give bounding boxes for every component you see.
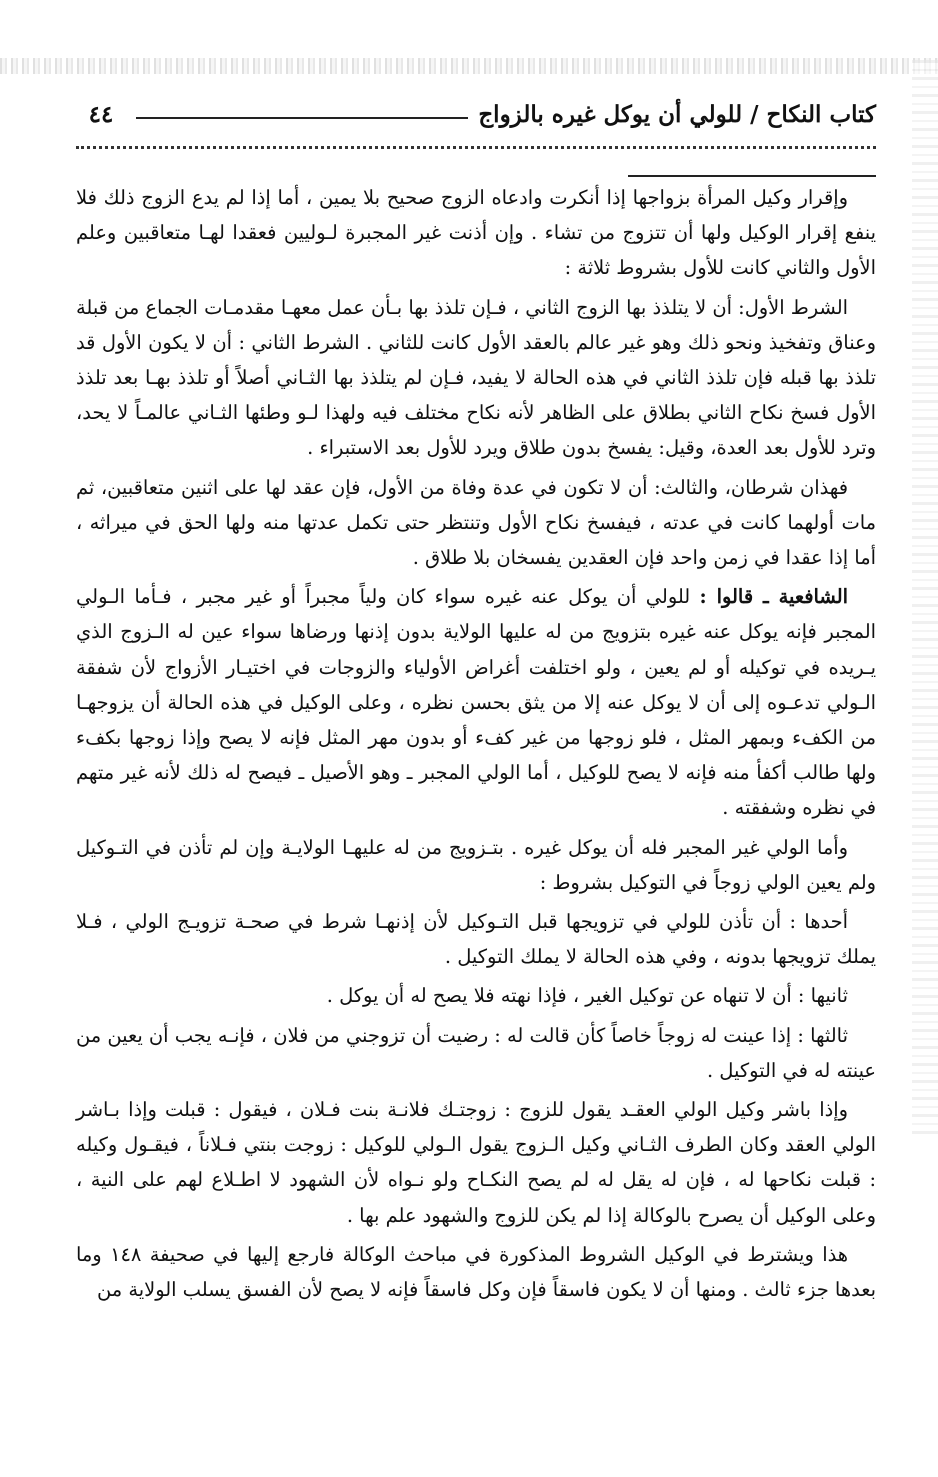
paragraph-2: الشرط الأول: أن لا يتلذذ بها الزوج الثاني ، فـإن تلذذ بها بـأن عمل معهـا مقدمـات الجماع من قبلة وعناق وتفخيذ ونحو ذلك وهو غير عالم بالعقد الأول كانت للثاني . الشرط الثاني : أن لا يكون الأول قد تلذذ بها قبله فإن تلذذ الثاني في هذه الحالة لا يفيد، فـإن لم يتلذذ بها الثـاني أصلاً أو تلذذ بهـا بعد تلذذ الأول فسخ نكاح الثاني بطلاق على الظاهر لأنه نكاح مختلف فيه ولهذا لـو وطئها الثـاني عالمـاً لا يحد، وترد للأول بعد العدة، وقيل: يفسخ بدون طلاق ويرد للأول بعد الاستبراء . [76, 295, 876, 460]
paragraph-7: ثانيها : أن لا تنهاه عن توكيل الغير ، فإذا نهته فلا يصح له أن يوكل . [326, 984, 848, 1008]
paragraph-3: فهذان شرطان، والثالث: أن لا تكون في عدة وفاة من الأول، فإن عقد لها على اثنين متعاقبين، ثم مات أولهما كانت في عدته ، فيفسخ نكاح الأول وتنتظر حتى تكمل عدتها منه ولها الحق في ميراثه ، أما إذا عقدا في زمن واحد فإن العقدين يفسخان بلا طلاق . [76, 475, 876, 570]
paragraph-4 [76, 579, 876, 825]
page-number: ٤٤ [88, 100, 114, 128]
shafiiyya-label: الشافعية ـ قالوا : [699, 585, 848, 609]
paragraph-8: ثالثها : إذا عينت له زوجاً خاصاً كأن قالت له : رضيت أن تزوجني من فلان ، فإنـه يجب أن يعين من عينته له في التوكيل . [76, 1023, 876, 1082]
running-title: كتاب النكاح / للولي أن يوكل غيره بالزواج [478, 100, 876, 128]
scan-noise-edge [912, 60, 938, 1140]
page-header [76, 94, 876, 134]
scan-noise-top [0, 58, 938, 74]
paragraph-10: هذا ويشترط في الوكيل الشروط المذكورة في مباحث الوكالة فارجع إليها في صحيفة ١٤٨ وما بعدها جزء ثالث . ومنها أن لا يكون فاسقاً فإن وكل فاسقاً فإنه لا يصح لأن الفسق يسلب الولاية من [76, 1242, 876, 1302]
body-text [76, 180, 876, 1311]
dotted-separator [76, 146, 876, 149]
paragraph-1: وإقرار وكيل المرأة بزواجها إذا أنكرت وادعاه الزوج صحيح بلا يمين ، أما إذا لم يدع الزوج ذلك فلا ينفع إقرار الوكيل ولها أن تتزوج من تشاء . وإن أذنت غير المجبرة لـوليين فعقدا لهـا متعاقبين وعلم الأول والثاني كانت للأول بشروط ثلاثة : [76, 186, 876, 280]
section-rule [628, 175, 876, 177]
header-rule [136, 117, 468, 119]
paragraph-6: أحدها : أن تأذن للولي في تزويجها قبل التـوكيل لأن إذنهـا شرط في صحـة تزويـج الولي ، فـلا يملك تزويجها بدونه ، وفي هذه الحالة لا يملك التوكيل . [76, 910, 876, 969]
paragraph-5: وأما الولي غير المجبر فله أن يوكل غيره . بتـزويج من له عليهـا الولايـة وإن لم تأذن في التـوكيل ولم يعين الولي زوجاً في التوكيل بشروط : [76, 835, 876, 894]
paragraph-9: وإذا باشر وكيل الولي العقـد يقول للزوج : زوجتـك فلانـة بنت فـلان ، فيقول : قبلت وإذا بـاشر الولي العقد وكان الطرف الثـاني وكيل الـزوج يقول الـولي للوكيل : زوجت بنتي فـلاناً ، فيقـول وكيله : قبلت نكاحها له ، فإن له يقل له لم يصح النكـاح ولو نـواه لأن الشهود لا اطـلاع لهم على النية ، وعلى الوكيل أن يصرح بالوكالة إذا لم يكن للزوج والشهود علم بها . [76, 1098, 876, 1227]
paragraph-4-text: للولي أن يوكل عنه غيره سواء كان ولياً مجبراً أو غير مجبر ، فـأما الـولي المجبر فإنه يوكل عنه غيره بتزويج من له عليها الولاية بدون إذنها ورضاها سواء عين له الـزوج الذي يـريده في توكيله أو لم يعين ، ولو اختلفت أغراض الأولياء والزوجات في اختيـار الأزواج لأن شفقة الـولي تدعـوه إلى أن لا يوكل عنه إلا من يثق بحسن نظره ، وعلى الوكيل في هذه الحالة أن يزوجهـا من الكفء وبمهر المثل ، فلو زوجها من غير كفء أو بدون مهر المثل فإنه لا يصح وإذا زوجها بكفء ولها طالب أكفأ منه فإنه لا يصح للوكيل ، أما الولي المجبر ـ وهو الأصيل ـ فيصح له ذلك لأنه غير متهم في نظره وشفقته . [76, 585, 876, 820]
